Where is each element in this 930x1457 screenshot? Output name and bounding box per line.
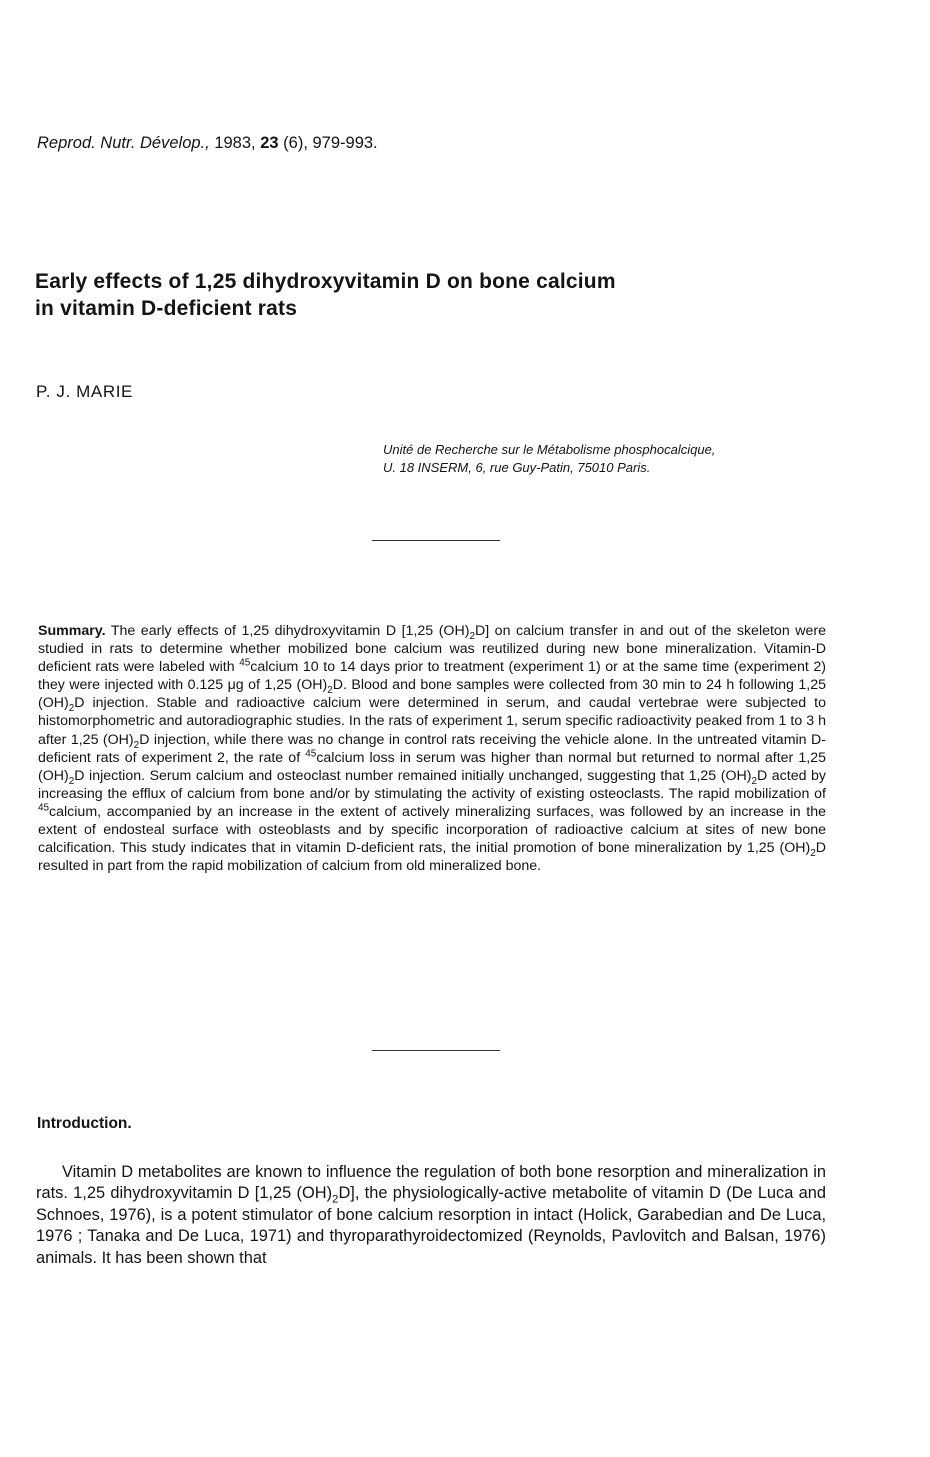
summary-text: D acted by increasing the efflux of calcium from bone and/or by stimulating the activity of existing osteoclasts. The rapid mobilization of (38, 767, 826, 802)
subscript: 2 (68, 703, 75, 715)
subscript: 2 (810, 847, 816, 859)
journal-citation (37, 134, 378, 153)
subscript: 2 (469, 630, 475, 642)
author-affiliation (383, 441, 853, 477)
superscript: 45 (38, 802, 50, 814)
summary-text: D injection. Serum calcium and osteoclast number remained initially unchanged, suggesting that 1,25 (OH) (74, 767, 752, 784)
subscript: 2 (68, 775, 75, 787)
article-title (35, 268, 855, 322)
intro-text: D], the physiologically-active metabolite of vitamin D (De Luca and Schnoes, 1976), is a potent stimulator of bone calcium resorption in intact (Holick, Garabedian and De Luca, 1976 ; Tanaka and De Luca, 1971) and thyroparathyroidectomized (Reynolds, Pavlovitch and Balsan, 1976) animals. It has been shown that (36, 1184, 826, 1267)
subscript: 2 (133, 739, 140, 751)
journal-name: Reprod. Nutr. Dévelop., (37, 134, 210, 152)
summary-text: D] on calcium transfer in and out of the skeleton were studied in rats to determine whether mobilized bone calcium was reutilized during new bone mineralization. Vitamin-D deficient rats were labeled with (38, 623, 826, 676)
summary-text: calcium, accompanied by an increase in the extent of actively mineralizing surfaces, was followed by an increase in the extent of endosteal surface with osteoblasts and by specific incorporation of radioactive calcium at sites of new bone calcification. This study indicates that in vitamin D-deficient rats, the initial promotion of bone mineralization by 1,25 (OH) (38, 803, 826, 857)
author-name: P. J. MARIE (36, 382, 133, 401)
subscript: 2 (332, 1193, 339, 1206)
journal-year: 1983, (214, 134, 256, 152)
superscript: 45 (305, 747, 317, 759)
summary-paragraph (38, 622, 826, 875)
title-line-2: in vitamin D-deficient rats (35, 297, 298, 320)
affiliation-line-2: U. 18 INSERM, 6, rue Guy-Patin, 75010 Paris. (383, 460, 651, 475)
summary-text: D resulted in part from the rapid mobilization of calcium from old mineralized bone. (38, 840, 826, 875)
summary-text: D injection, while there was no change in control rats receiving the vehicle alone. In the untreated vitamin D-deficient rats of experiment 2, the rate of (38, 731, 826, 766)
summary-text: calcium 10 to 14 days prior to treatment (experiment 1) or at the same time (experiment 2) they were injected with 0.125 μg of 1,25 (OH) (38, 659, 826, 694)
journal-volume: 23 (260, 134, 279, 152)
journal-pages: 979-993. (312, 134, 378, 152)
summary-text: D injection. Stable and radioactive calcium were determined in serum, and caudal vertebrae were subjected to histomorphometric and autoradiographic studies. In the rats of experiment 1, serum specific radioactivity peaked from 1 to 3 h after 1,25 (OH) (38, 695, 826, 748)
superscript: 45 (239, 657, 251, 669)
separator-rule (372, 540, 500, 541)
introduction-paragraph (36, 1162, 826, 1269)
subscript: 2 (327, 685, 333, 697)
intro-text: Vitamin D metabolites are known to influence the regulation of both bone resorption and mineralization in rats. 1,25 dihydroxyvitamin D [1,25 (OH) (36, 1163, 826, 1203)
subscript: 2 (751, 775, 757, 787)
summary-text: D. Blood and bone samples were collected from 30 min to 24 h following 1,25 (OH) (38, 677, 826, 712)
section-heading-introduction: Introduction. (37, 1115, 132, 1132)
affiliation-line-1: Unité de Recherche sur le Métabolisme phosphocalcique, (383, 442, 716, 457)
separator-rule (372, 1050, 500, 1051)
journal-issue: (6), (283, 134, 308, 152)
summary-text: The early effects of 1,25 dihydroxyvitamin D [1,25 (OH) (105, 623, 470, 639)
summary-text: calcium loss in serum was higher than normal but returned to normal after 1,25 (OH) (38, 749, 826, 784)
summary-label: Summary. (38, 623, 106, 639)
title-line-1: Early effects of 1,25 dihydroxyvitamin D on bone calcium (35, 270, 616, 293)
